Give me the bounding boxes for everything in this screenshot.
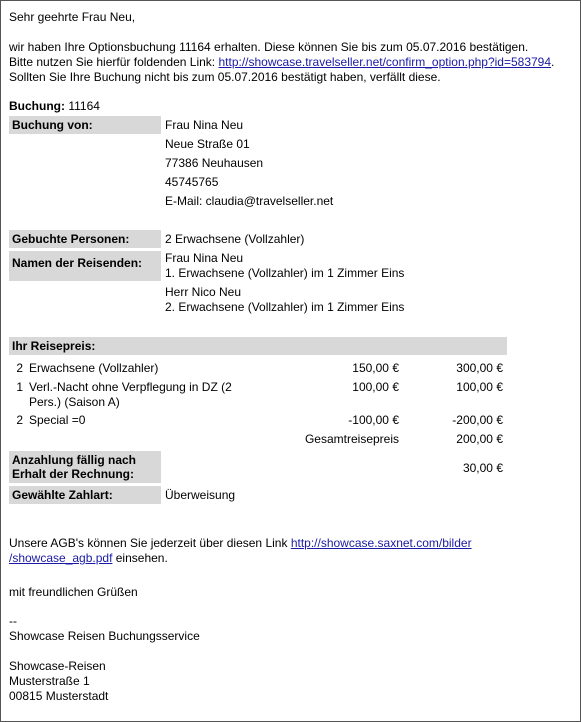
agb-line-2	[9, 551, 168, 566]
deposit-label-line-2: Erhalt der Rechnung:	[12, 467, 135, 481]
item-3-desc: Special =0	[29, 413, 86, 427]
booked-persons-label: Gebuchte Personen:	[9, 230, 161, 248]
greeting: Sehr geehrte Frau Neu,	[9, 10, 136, 24]
item-2-desc: Verl.-Nacht ohne Verpflegung in DZ (2	[29, 380, 232, 394]
item-2-desc-cont: Pers.) (Saison A)	[29, 395, 120, 409]
confirm-option-link[interactable]: http://showcase.travelseller.net/confirm_option.php?id=583794	[218, 55, 552, 69]
item-2-qty: 1	[16, 380, 23, 394]
total-price-label: Gesamtreisepreis	[304, 432, 399, 446]
signature-company: Showcase-Reisen	[9, 659, 106, 673]
total-price-value: 200,00 €	[456, 432, 503, 446]
signature-city: 00815 Musterstadt	[9, 689, 109, 703]
traveler-2-name: Herr Nico Neu	[165, 285, 242, 299]
booking-from-label: Buchung von:	[9, 116, 161, 134]
item-1-unit: 150,00 €	[352, 361, 399, 375]
booker-phone: 45745765	[165, 175, 219, 189]
traveler-names-label: Namen der Reisenden:	[9, 251, 161, 281]
item-1-qty: 2	[16, 361, 23, 375]
traveler-1-detail: 1. Erwachsene (Vollzahler) im 1 Zimmer Eins	[165, 266, 405, 280]
item-2-unit: 100,00 €	[352, 380, 399, 394]
agb-line-1	[9, 536, 472, 551]
intro-line-2-suffix: .	[551, 55, 555, 69]
price-header: Ihr Reisepreis:	[9, 337, 507, 355]
traveler-1-name: Frau Nina Neu	[165, 251, 244, 265]
booked-persons-value: 2 Erwachsene (Vollzahler)	[165, 232, 305, 246]
booking-number-line	[9, 99, 100, 114]
booker-street: Neue Straße 01	[165, 137, 250, 151]
deposit-label-line-1: Anzahlung fällig nach	[12, 453, 137, 467]
agb-link[interactable]: http://showcase.saxnet.com/bilder	[290, 536, 472, 550]
intro-line-1: wir haben Ihre Optionsbuchung 11164 erhalten. Diese können Sie bis zum 05.07.2016 bestätigen.	[9, 40, 529, 54]
item-3-unit: -100,00 €	[348, 413, 399, 427]
booker-name: Frau Nina Neu	[165, 118, 244, 132]
item-2-total: 100,00 €	[456, 380, 503, 394]
closing: mit freundlichen Grüßen	[9, 585, 138, 599]
intro-line-3: Sollten Sie Ihre Buchung nicht bis zum 05.07.2016 bestätigt haben, verfällt diese.	[9, 70, 441, 84]
item-3-total: -200,00 €	[452, 413, 503, 427]
deposit-label	[9, 451, 161, 483]
signature-dashes: --	[9, 614, 17, 628]
payment-method-label: Gewählte Zahlart:	[9, 486, 161, 504]
intro-line-2	[9, 55, 554, 70]
intro-line-2-prefix: Bitte nutzen Sie hierfür foldenden Link:	[9, 55, 216, 69]
item-3-qty: 2	[16, 413, 23, 427]
agb-suffix: einsehen.	[115, 551, 168, 565]
deposit-value: 30,00 €	[462, 461, 503, 475]
item-1-total: 300,00 €	[456, 361, 503, 375]
signature-street: Musterstraße 1	[9, 674, 90, 688]
agb-prefix: Unsere AGB's können Sie jederzeit über diesen Link	[9, 536, 288, 550]
item-1-desc: Erwachsene (Vollzahler)	[29, 361, 159, 375]
payment-method-value: Überweisung	[165, 488, 236, 502]
booker-email: E-Mail: claudia@travelseller.net	[165, 194, 334, 208]
traveler-2-detail: 2. Erwachsene (Vollzahler) im 1 Zimmer Eins	[165, 300, 405, 314]
booker-city: 77386 Neuhausen	[165, 156, 264, 170]
signature-service: Showcase Reisen Buchungsservice	[9, 629, 200, 643]
booking-number: 11164	[68, 99, 100, 113]
booking-label: Buchung:	[9, 99, 65, 113]
agb-link-cont[interactable]: /showcase_agb.pdf	[9, 551, 113, 565]
